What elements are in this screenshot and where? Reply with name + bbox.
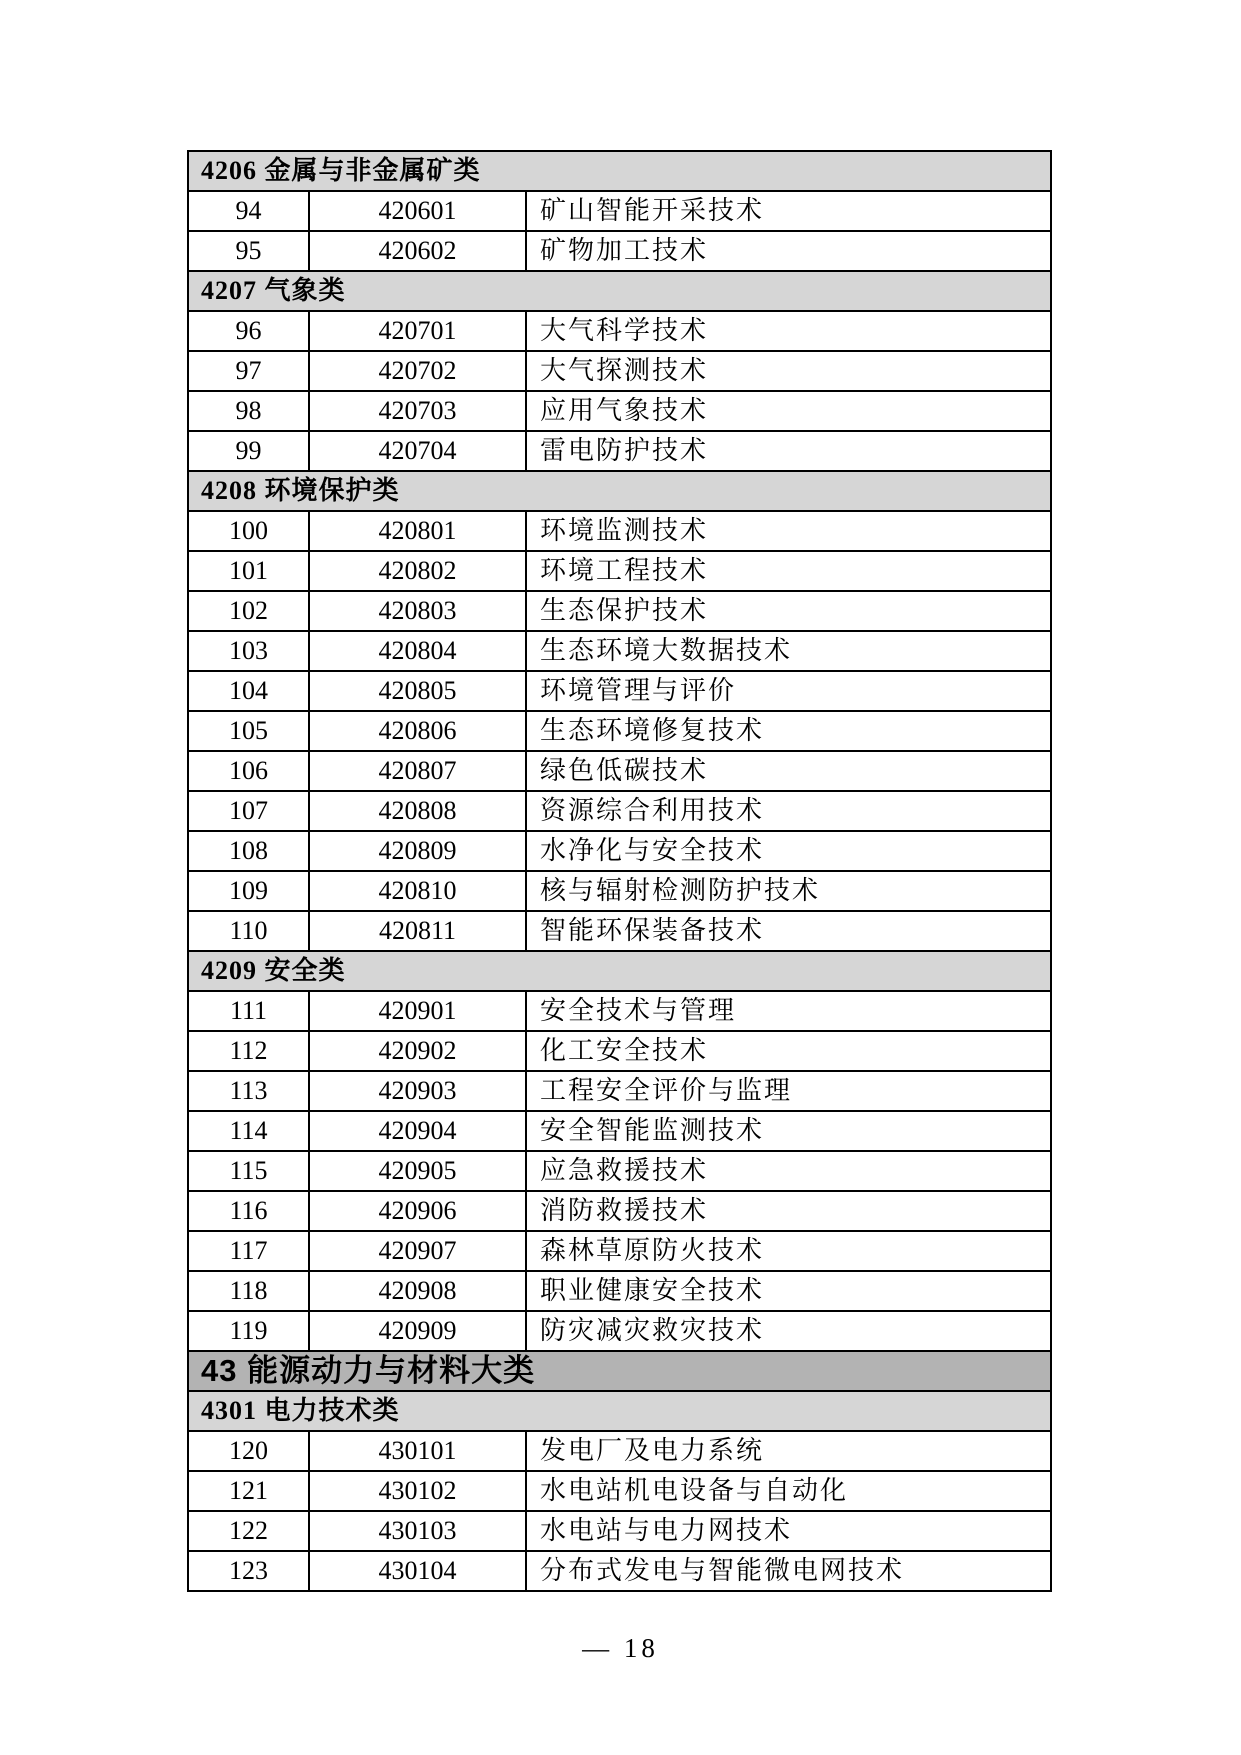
row-number-cell: 112 <box>188 1031 309 1071</box>
major-code-cell: 420808 <box>309 791 526 831</box>
row-number-cell: 123 <box>188 1551 309 1591</box>
major-name-cell: 绿色低碳技术 <box>526 751 1051 791</box>
major-code-cell: 420803 <box>309 591 526 631</box>
major-code-cell: 420907 <box>309 1231 526 1271</box>
major-code-cell: 420902 <box>309 1031 526 1071</box>
major-name-cell: 资源综合利用技术 <box>526 791 1051 831</box>
section-header-row <box>188 151 1051 191</box>
row-number-cell: 109 <box>188 871 309 911</box>
major-code-cell: 420811 <box>309 911 526 951</box>
major-code-cell: 430104 <box>309 1551 526 1591</box>
row-number-cell: 117 <box>188 1231 309 1271</box>
major-name-cell: 职业健康安全技术 <box>526 1271 1051 1311</box>
row-number-cell: 104 <box>188 671 309 711</box>
table-row <box>188 1231 1051 1271</box>
row-number-cell: 116 <box>188 1191 309 1231</box>
table-row <box>188 1111 1051 1151</box>
row-number-cell: 118 <box>188 1271 309 1311</box>
major-code-cell: 430101 <box>309 1431 526 1471</box>
major-code-cell: 420901 <box>309 991 526 1031</box>
major-code-cell: 420704 <box>309 431 526 471</box>
major-name-cell: 生态环境修复技术 <box>526 711 1051 751</box>
major-name-cell: 生态保护技术 <box>526 591 1051 631</box>
row-number-cell: 107 <box>188 791 309 831</box>
row-number-cell: 111 <box>188 991 309 1031</box>
major-code-cell: 420903 <box>309 1071 526 1111</box>
major-code-cell: 420905 <box>309 1151 526 1191</box>
section-header-label: 4208 环境保护类 <box>188 471 1051 511</box>
table-row <box>188 551 1051 591</box>
row-number-cell: 122 <box>188 1511 309 1551</box>
major-name-cell: 生态环境大数据技术 <box>526 631 1051 671</box>
row-number-cell: 96 <box>188 311 309 351</box>
major-code-cell: 420806 <box>309 711 526 751</box>
major-codes-table <box>187 150 1052 1592</box>
section-header-label: 4209 安全类 <box>188 951 1051 991</box>
table-row <box>188 1471 1051 1511</box>
row-number-cell: 95 <box>188 231 309 271</box>
row-number-cell: 100 <box>188 511 309 551</box>
row-number-cell: 115 <box>188 1151 309 1191</box>
row-number-cell: 102 <box>188 591 309 631</box>
major-code-cell: 420601 <box>309 191 526 231</box>
section-header-row <box>188 1391 1051 1431</box>
major-code-cell: 420805 <box>309 671 526 711</box>
major-code-cell: 420702 <box>309 351 526 391</box>
table-row <box>188 191 1051 231</box>
row-number-cell: 110 <box>188 911 309 951</box>
major-name-cell: 矿物加工技术 <box>526 231 1051 271</box>
major-code-cell: 420909 <box>309 1311 526 1351</box>
major-name-cell: 大气探测技术 <box>526 351 1051 391</box>
group-header-label: 43 能源动力与材料大类 <box>188 1351 1051 1391</box>
table-row <box>188 711 1051 751</box>
section-header-row <box>188 271 1051 311</box>
major-name-cell: 安全智能监测技术 <box>526 1111 1051 1151</box>
major-name-cell: 应急救援技术 <box>526 1151 1051 1191</box>
major-code-cell: 420602 <box>309 231 526 271</box>
major-code-cell: 430103 <box>309 1511 526 1551</box>
major-name-cell: 森林草原防火技术 <box>526 1231 1051 1271</box>
table-row <box>188 591 1051 631</box>
major-code-cell: 430102 <box>309 1471 526 1511</box>
row-number-cell: 98 <box>188 391 309 431</box>
row-number-cell: 113 <box>188 1071 309 1111</box>
major-name-cell: 水电站与电力网技术 <box>526 1511 1051 1551</box>
major-code-cell: 420802 <box>309 551 526 591</box>
section-header-row <box>188 951 1051 991</box>
table-row <box>188 231 1051 271</box>
major-name-cell: 水电站机电设备与自动化 <box>526 1471 1051 1511</box>
major-code-cell: 420810 <box>309 871 526 911</box>
major-code-cell: 420703 <box>309 391 526 431</box>
major-name-cell: 核与辐射检测防护技术 <box>526 871 1051 911</box>
major-name-cell: 安全技术与管理 <box>526 991 1051 1031</box>
section-header-label: 4206 金属与非金属矿类 <box>188 151 1051 191</box>
table-row <box>188 1071 1051 1111</box>
table-row <box>188 511 1051 551</box>
major-code-cell: 420809 <box>309 831 526 871</box>
major-name-cell: 环境监测技术 <box>526 511 1051 551</box>
table-row <box>188 391 1051 431</box>
row-number-cell: 103 <box>188 631 309 671</box>
group-header-row <box>188 1351 1051 1391</box>
row-number-cell: 114 <box>188 1111 309 1151</box>
row-number-cell: 106 <box>188 751 309 791</box>
major-name-cell: 雷电防护技术 <box>526 431 1051 471</box>
major-name-cell: 化工安全技术 <box>526 1031 1051 1071</box>
table-row <box>188 631 1051 671</box>
table-row <box>188 1511 1051 1551</box>
major-name-cell: 分布式发电与智能微电网技术 <box>526 1551 1051 1591</box>
major-name-cell: 水净化与安全技术 <box>526 831 1051 871</box>
major-code-cell: 420908 <box>309 1271 526 1311</box>
row-number-cell: 121 <box>188 1471 309 1511</box>
table-row <box>188 1031 1051 1071</box>
row-number-cell: 97 <box>188 351 309 391</box>
table-row <box>188 991 1051 1031</box>
major-code-cell: 420804 <box>309 631 526 671</box>
major-name-cell: 智能环保装备技术 <box>526 911 1051 951</box>
table-row <box>188 431 1051 471</box>
row-number-cell: 94 <box>188 191 309 231</box>
table-row <box>188 671 1051 711</box>
row-number-cell: 120 <box>188 1431 309 1471</box>
major-code-cell: 420906 <box>309 1191 526 1231</box>
major-code-cell: 420701 <box>309 311 526 351</box>
table-row <box>188 1271 1051 1311</box>
major-code-cell: 420807 <box>309 751 526 791</box>
major-name-cell: 环境工程技术 <box>526 551 1051 591</box>
table-row <box>188 911 1051 951</box>
page-number: — 18 <box>582 1633 659 1663</box>
table-row <box>188 1191 1051 1231</box>
table-row <box>188 351 1051 391</box>
table-row <box>188 871 1051 911</box>
row-number-cell: 99 <box>188 431 309 471</box>
major-name-cell: 发电厂及电力系统 <box>526 1431 1051 1471</box>
section-header-row <box>188 471 1051 511</box>
major-name-cell: 防灾减灾救灾技术 <box>526 1311 1051 1351</box>
table-row <box>188 311 1051 351</box>
table-row <box>188 791 1051 831</box>
table-row <box>188 1431 1051 1471</box>
major-name-cell: 矿山智能开采技术 <box>526 191 1051 231</box>
row-number-cell: 119 <box>188 1311 309 1351</box>
row-number-cell: 101 <box>188 551 309 591</box>
major-name-cell: 工程安全评价与监理 <box>526 1071 1051 1111</box>
major-name-cell: 环境管理与评价 <box>526 671 1051 711</box>
major-name-cell: 大气科学技术 <box>526 311 1051 351</box>
table-row <box>188 1311 1051 1351</box>
major-code-cell: 420904 <box>309 1111 526 1151</box>
table-row <box>188 1151 1051 1191</box>
table-row <box>188 751 1051 791</box>
section-header-label: 4207 气象类 <box>188 271 1051 311</box>
major-code-cell: 420801 <box>309 511 526 551</box>
major-name-cell: 消防救援技术 <box>526 1191 1051 1231</box>
major-name-cell: 应用气象技术 <box>526 391 1051 431</box>
row-number-cell: 108 <box>188 831 309 871</box>
table-row <box>188 1551 1051 1591</box>
table-row <box>188 831 1051 871</box>
row-number-cell: 105 <box>188 711 309 751</box>
section-header-label: 4301 电力技术类 <box>188 1391 1051 1431</box>
